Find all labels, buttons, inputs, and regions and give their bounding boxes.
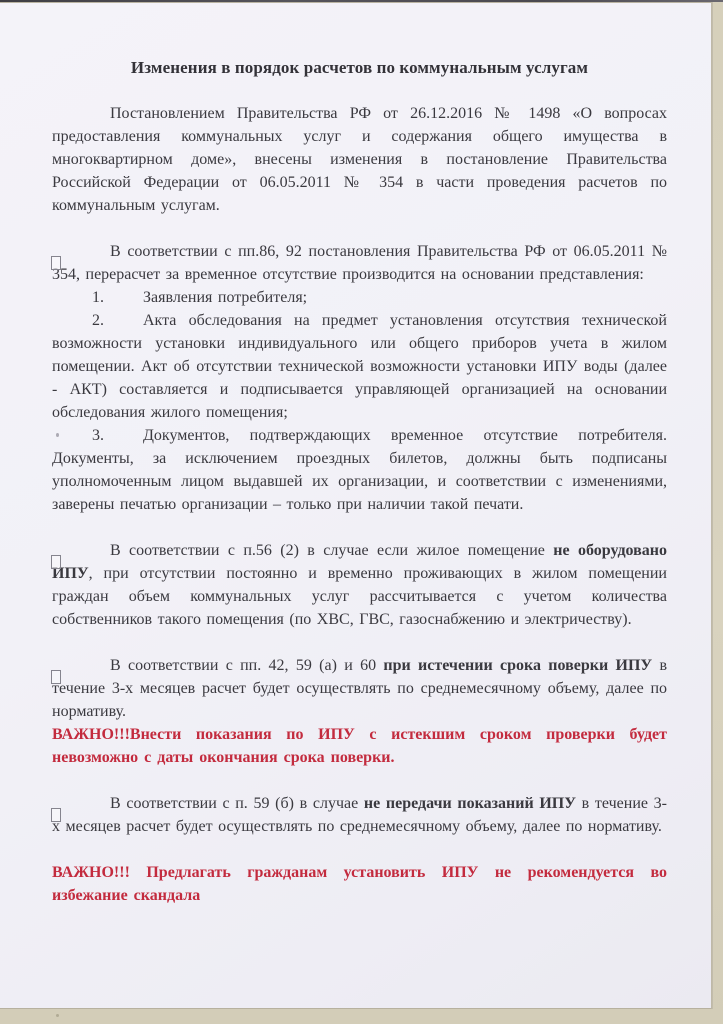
page-content	[0, 2, 711, 907]
text-segment: в течение 3-х месяцев расчет будет осуществлять по среднемесячному объему, далее по нормативу.	[52, 657, 668, 720]
text-segment: Постановлением Правительства РФ от 26.12.2016 № 1498 «О вопросах предоставления коммунальных услуг и содержания общего имущества в многоквартирном доме», внесены изменения в постановление Правительства Российской Федерации от 06.05.2011 № 354 в части проведения расчетов по коммунальным услугам.	[52, 105, 667, 214]
text-segment: ВАЖНО!!!Внести показания по ИПУ с истекшим сроком проверки будет невозможно с даты окончания срока поверки.	[52, 726, 667, 766]
important-note-expired-verification	[52, 723, 667, 769]
no-readings-paragraph	[52, 792, 667, 838]
scan-artifact-dot-icon	[56, 433, 59, 437]
intro-paragraph	[52, 102, 667, 217]
page-title: Изменения в порядок расчетов по коммунальным услугам	[130, 58, 589, 77]
list-item-3	[52, 424, 667, 516]
text-segment: В соответствии с пп. 42, 59 (а) и 60	[110, 657, 384, 674]
text-segment: В соответствии с п.56 (2) в случае если жилое помещение	[110, 542, 554, 559]
text-segment: Акта обследования на предмет установления отсутствия технической возможности установки индивидуального или общего приборов учета в жилом помещении. Акт об отсутствии технической возможности установки ИПУ воды (далее - АКТ) составляется и подписывается управляющей организацией на основании обследования жилого помещения;	[52, 312, 667, 421]
text-segment: В соответствии с пп.86, 92 постановления Правительства РФ от 06.05.2011 № 354, перерасчет за временное отсутствие производится на основании представления:	[52, 243, 667, 283]
document-body	[52, 102, 667, 907]
text-segment: , при отсутствии постоянно и временно проживающих в жилом помещении граждан объем коммунальных услуг рассчитывается с учетом количества собственников такого помещения (по ХВС, ГВС, газоснабжению и электричеству).	[52, 565, 667, 628]
text-segment: не оборудовано ИПУ	[52, 542, 668, 582]
important-note-recommendation	[52, 861, 667, 907]
list-item-1	[52, 286, 667, 309]
scan-edge-line	[0, 0, 723, 2]
text-segment: Заявления потребителя;	[143, 289, 308, 306]
text-segment: не передачи показаний ИПУ	[363, 795, 576, 812]
list-number: 1.	[92, 289, 104, 306]
scan-artifact-box-icon	[51, 256, 61, 270]
text-segment: в течение 3-х месяцев расчет будет осуществлять по среднемесячному объему, далее по нормативу.	[52, 795, 668, 835]
text-segment: В соответствии с п. 59 (б) в случае	[110, 795, 364, 812]
scan-artifact-box-icon	[51, 808, 61, 822]
list-number: 2.	[92, 312, 104, 329]
text-segment: при истечении срока поверки ИПУ	[383, 657, 653, 674]
recalc-basis-paragraph	[52, 240, 667, 286]
scan-artifact-box-icon	[51, 670, 61, 684]
scan-artifact-box-icon	[51, 555, 61, 569]
text-segment: ВАЖНО!!! Предлагать гражданам установить ИПУ не рекомендуется во избежание скандала	[52, 864, 667, 904]
list-number: 3.	[92, 427, 104, 444]
scan-dust-speck	[56, 1014, 59, 1017]
document-page	[0, 2, 712, 1009]
no-ipu-paragraph	[52, 539, 667, 631]
list-item-2	[52, 309, 667, 424]
text-segment: Документов, подтверждающих временное отсутствие потребителя. Документы, за исключением проездных билетов, должны быть подписаны уполномоченным лицом выдавшей их организации, и соответствии с изменениями, заверены печатью организации – только при наличии такой печати.	[52, 427, 667, 513]
verification-expiry-paragraph	[52, 654, 667, 723]
